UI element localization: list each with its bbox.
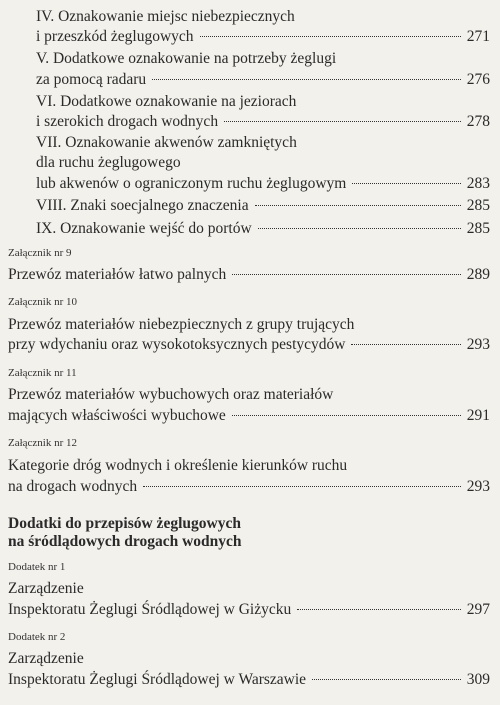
leader-dots — [232, 415, 461, 416]
toc-entry-text: lub akwenów o ograniczonym ruchu żeglugowym — [36, 175, 347, 192]
leader-dots — [258, 228, 461, 229]
toc-entry-d1-line1 — [8, 580, 84, 598]
leader-dots — [152, 79, 461, 80]
toc-entry-z11-line1 — [8, 386, 333, 404]
toc-entry-z11-line2 — [8, 407, 490, 425]
toc-entry-z9 — [8, 266, 490, 284]
leader-dots — [232, 274, 461, 275]
page-number: 276 — [466, 71, 490, 88]
faded-stamp — [400, 40, 490, 150]
toc-entry-z10-line2 — [8, 336, 490, 354]
toc-entry-z12-line1 — [8, 457, 347, 475]
leader-dots — [312, 679, 461, 680]
appendix-label: Załącznik nr 10 — [8, 296, 78, 308]
page-number: 283 — [466, 175, 490, 192]
page-number: 289 — [466, 266, 490, 283]
toc-entry-d2-line2 — [8, 671, 490, 689]
leader-dots — [200, 36, 461, 37]
toc-entry-vi-line1 — [36, 93, 296, 111]
toc-entry-v-line1 — [36, 50, 336, 68]
toc-entry-vii-line3 — [36, 175, 490, 193]
toc-entry-iv-line2 — [36, 28, 490, 46]
toc-entry-text: na drogach wodnych — [8, 478, 138, 495]
toc-entry-z10-line1 — [8, 316, 354, 334]
toc-entry-ix — [36, 220, 490, 238]
appendix-label: Załącznik nr 9 — [8, 247, 72, 259]
page-number: 291 — [466, 407, 490, 424]
toc-entry-text: VII. Oznakowanie akwenów zamkniętych — [36, 134, 297, 151]
toc-entry-text: przy wdychaniu oraz wysokotoksycznych pestycydów — [8, 336, 346, 353]
addendum-label: Dodatek nr 1 — [8, 561, 66, 573]
toc-entry-text: Zarządzenie — [8, 580, 84, 597]
toc-entry-viii — [36, 197, 490, 215]
toc-entry-text: mających właściwości wybuchowe — [8, 407, 226, 424]
leader-dots — [224, 121, 461, 122]
toc-entry-text: IX. Oznakowanie wejść do portów — [36, 220, 252, 237]
toc-entry-text: i szerokich drogach wodnych — [36, 113, 219, 130]
toc-entry-iv-line1 — [36, 8, 295, 26]
leader-dots — [351, 344, 460, 345]
appendix-label: Załącznik nr 11 — [8, 367, 77, 379]
leader-dots — [143, 486, 461, 487]
page-number: 293 — [466, 478, 490, 495]
toc-entry-vii-line2 — [36, 154, 181, 172]
toc-entry-vii-line1 — [36, 134, 297, 152]
toc-entry-text: Przewóz materiałów wybuchowych oraz materiałów — [8, 386, 334, 403]
toc-entry-text: V. Dodatkowe oznakowanie na potrzeby żeglugi — [36, 50, 337, 67]
section-heading: na śródlądowych drogach wodnych — [8, 533, 242, 550]
toc-entry-text: IV. Oznakowanie miejsc niebezpiecznych — [36, 8, 295, 25]
page-number: 309 — [466, 671, 490, 688]
addendum-label: Dodatek nr 2 — [8, 631, 66, 643]
toc-entry-text: Przewóz materiałów niebezpiecznych z grupy trujących — [8, 316, 355, 333]
leader-dots — [297, 609, 461, 610]
toc-entry-z12-line2 — [8, 478, 490, 496]
page-number: 285 — [466, 197, 490, 214]
leader-dots — [255, 205, 461, 206]
page-number: 293 — [466, 336, 490, 353]
toc-entry-v-line2 — [36, 71, 490, 89]
toc-entry-text: Zarządzenie — [8, 650, 84, 667]
toc-entry-text: za pomocą radaru — [36, 71, 147, 88]
toc-entry-d2-line1 — [8, 650, 84, 668]
toc-entry-text: VI. Dodatkowe oznakowanie na jeziorach — [36, 93, 297, 110]
leader-dots — [352, 183, 460, 184]
page-number: 297 — [466, 601, 490, 618]
toc-entry-text: Inspektoratu Żeglugi Śródlądowej w Giżycku — [8, 601, 292, 618]
page-number: 285 — [466, 220, 490, 237]
section-heading: Dodatki do przepisów żeglugowych — [8, 515, 241, 532]
page-number: 271 — [466, 28, 490, 45]
appendix-label: Załącznik nr 12 — [8, 437, 78, 449]
toc-entry-text: Przewóz materiałów łatwo palnych — [8, 266, 227, 283]
toc-entry-d1-line2 — [8, 601, 490, 619]
toc-entry-text: i przeszkód żeglugowych — [36, 28, 194, 45]
toc-entry-text: Inspektoratu Żeglugi Śródlądowej w Warszawie — [8, 671, 307, 688]
page-number: 278 — [466, 113, 490, 130]
toc-entry-text: VIII. Znaki soecjalnego znaczenia — [36, 197, 249, 214]
toc-entry-text: Kategorie dróg wodnych i określenie kierunków ruchu — [8, 457, 348, 474]
toc-entry-text: dla ruchu żeglugowego — [36, 154, 181, 171]
toc-entry-vi-line2 — [36, 113, 490, 131]
